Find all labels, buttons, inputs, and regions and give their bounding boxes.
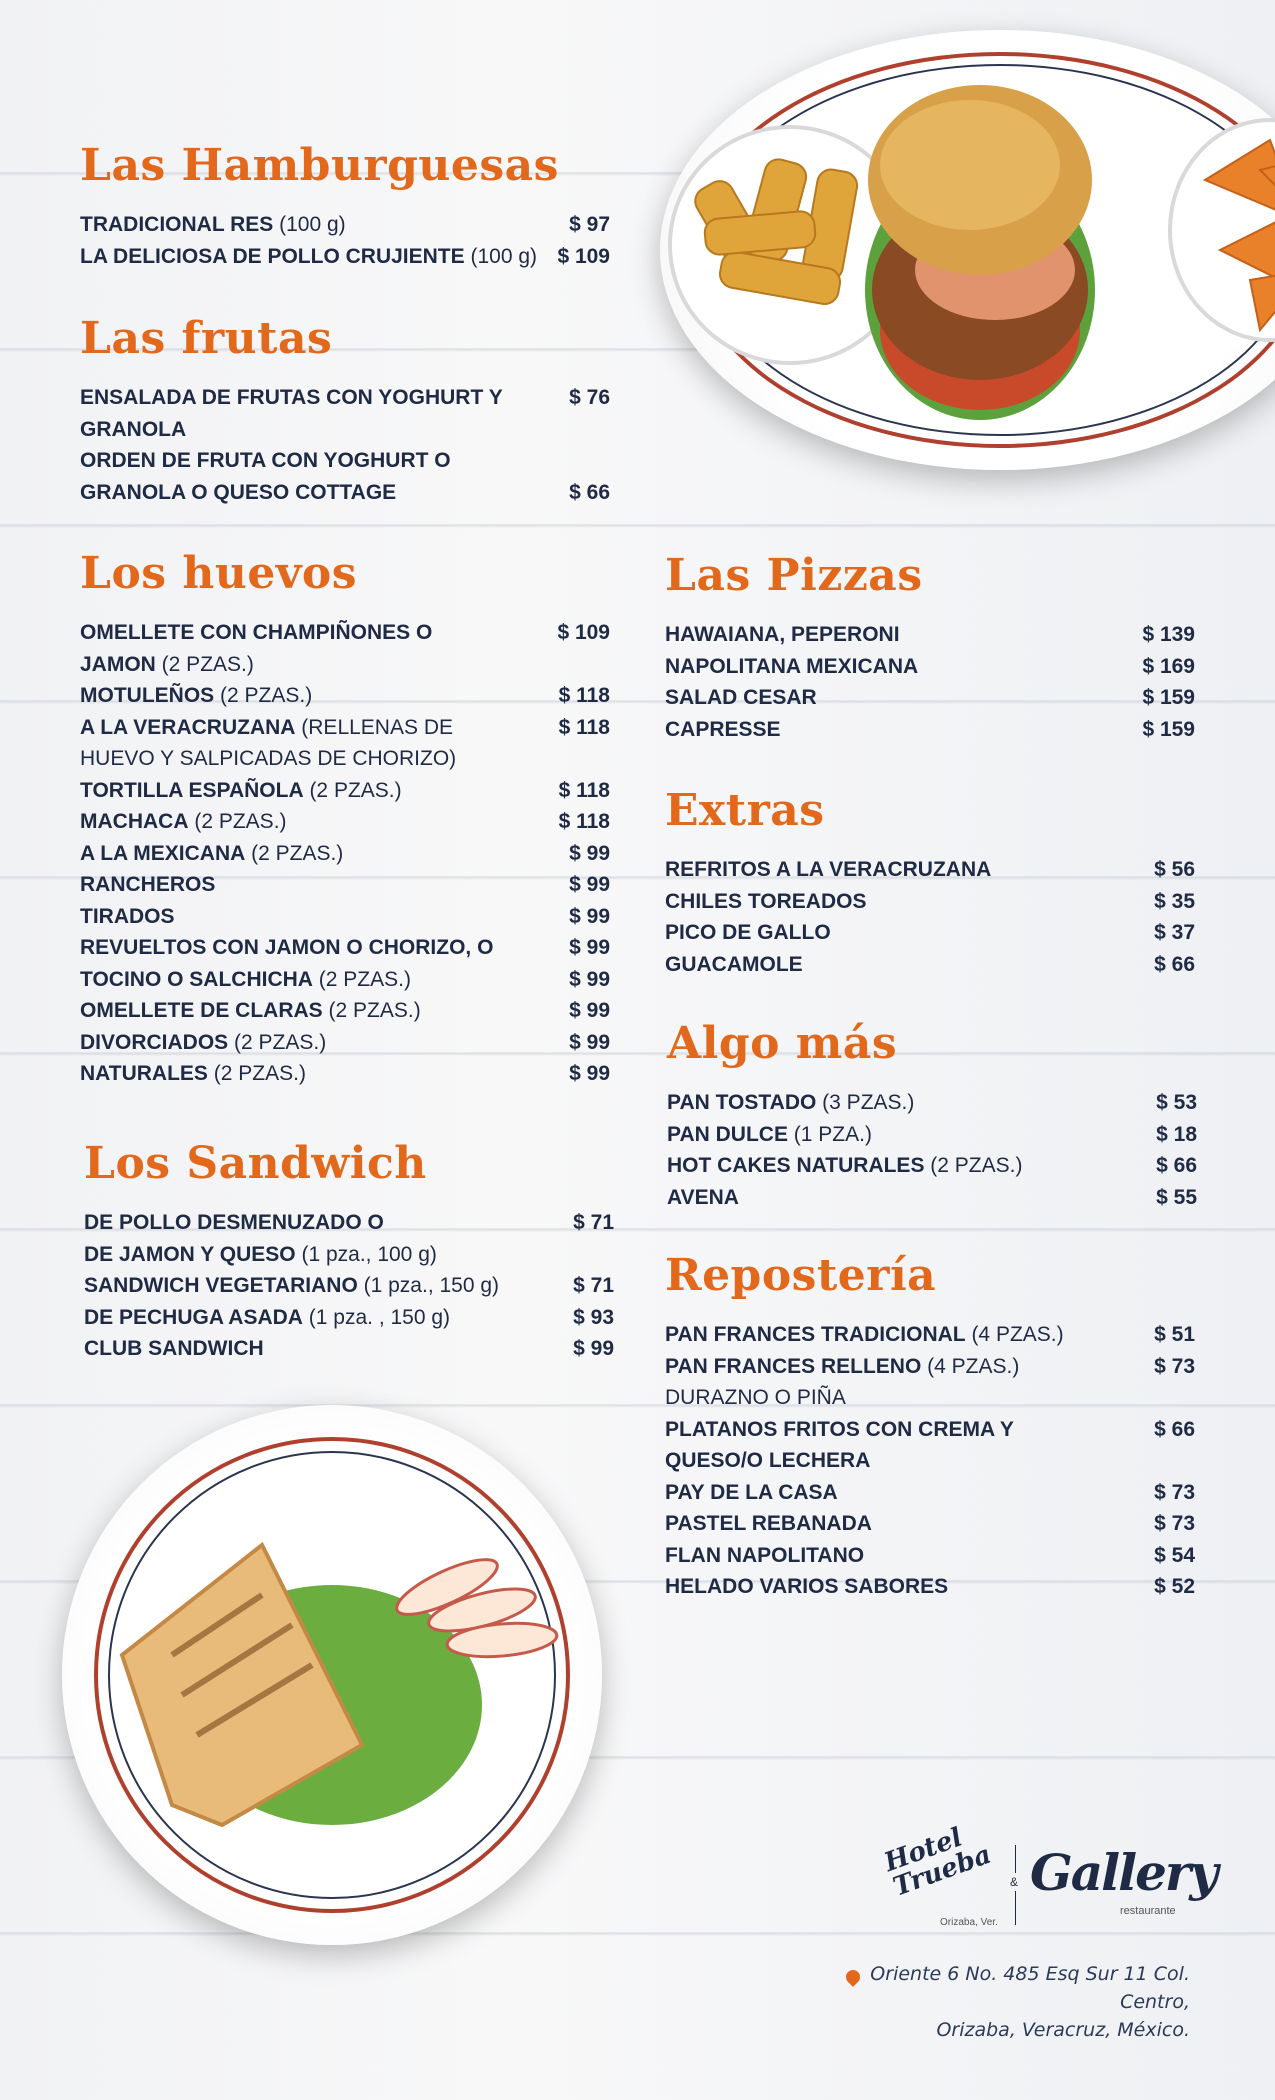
item-name: REVUELTOS CON JAMON O CHORIZO, O	[80, 936, 494, 959]
item-price: $ 54	[1154, 1543, 1195, 1567]
item-note: (2 PZAS.)	[207, 1062, 306, 1085]
location-pin-icon	[843, 1967, 863, 1987]
item-note: (2 PZAS.)	[214, 684, 313, 707]
item-name: CAPRESSE	[665, 717, 781, 741]
item-note: DURAZNO O PIÑA	[665, 1386, 846, 1409]
menu-item	[84, 1333, 614, 1365]
burger-illustration	[660, 30, 1275, 470]
sandwich-illustration	[62, 1405, 602, 1945]
item-note: (4 PZAS.)	[921, 1354, 1020, 1378]
item-note: (2 PZAS.)	[228, 1030, 327, 1054]
menu-item	[80, 775, 610, 807]
item-name: MACHACA	[80, 810, 189, 833]
item-name: A LA MEXICANA	[80, 841, 246, 865]
item-name: DIVORCIADOS	[80, 1030, 229, 1054]
item-price: $ 118	[558, 810, 610, 833]
menu-item	[80, 806, 610, 838]
reposteria-list	[665, 1319, 1195, 1603]
item-note: (2 PZAS.)	[245, 841, 344, 865]
item-name: OMELLETE DE CLARAS	[80, 999, 323, 1022]
item-name: PAN TOSTADO	[667, 1091, 817, 1114]
item-price: $ 118	[558, 715, 610, 739]
hamburguesas-heading: Las Hamburguesas	[80, 140, 559, 191]
menu-item	[80, 712, 610, 775]
frutas-section	[80, 313, 610, 508]
algo-mas-heading: Algo más	[667, 1018, 898, 1069]
sandwich-list	[84, 1207, 614, 1365]
item-name: NATURALES	[80, 1062, 208, 1085]
item-note: (3 PZAS.)	[816, 1091, 915, 1114]
huevos-section	[80, 548, 610, 1090]
menu-item	[665, 1571, 1195, 1603]
menu-item	[665, 1477, 1195, 1509]
reposteria-heading: Repostería	[665, 1250, 937, 1301]
item-price: $ 169	[1142, 654, 1195, 678]
item-price: $ 73	[1154, 1480, 1195, 1504]
item-name: HELADO VARIOS SABORES	[665, 1575, 949, 1598]
item-name: TIRADOS	[80, 904, 175, 928]
item-name: GUACAMOLE	[665, 952, 803, 976]
sandwich-heading: Los Sandwich	[84, 1138, 427, 1189]
item-note: (2 PZAS.)	[155, 652, 254, 676]
frutas-heading: Las frutas	[80, 313, 333, 364]
item-name: LA DELICIOSA DE POLLO CRUJIENTE	[80, 244, 465, 268]
item-name: REFRITOS A LA VERACRUZANA	[665, 858, 992, 881]
item-name: PLATANOS FRITOS CON CREMA Y QUESO/O LECHERA	[665, 1417, 1014, 1472]
address	[820, 1960, 1190, 2044]
item-name: TOCINO O SALCHICHA	[80, 967, 313, 991]
item-name: NAPOLITANA MEXICANA	[665, 654, 919, 678]
menu-item	[80, 1027, 610, 1059]
menu-item	[80, 241, 610, 273]
gallery-sub: restaurante	[1120, 1905, 1176, 1917]
item-name: ORDEN DE FRUTA CON YOGHURT O GRANOLA O QUESO COTTAGE	[80, 449, 451, 504]
item-price: $ 53	[1156, 1091, 1197, 1114]
item-name: RANCHEROS	[80, 873, 216, 896]
item-name: A LA VERACRUZANA	[80, 715, 296, 739]
item-price: $ 139	[1142, 623, 1195, 646]
item-price: $ 118	[558, 684, 610, 707]
item-name: PAN DULCE	[667, 1122, 788, 1146]
item-price: $ 99	[569, 1062, 610, 1085]
item-price: $ 99	[569, 936, 610, 959]
item-price: $ 99	[569, 1030, 610, 1054]
menu-item	[665, 651, 1195, 683]
item-name: SANDWICH VEGETARIANO	[84, 1274, 358, 1297]
algo-mas-list	[667, 1087, 1197, 1213]
menu-item	[80, 964, 610, 996]
ampersand: &	[1010, 1875, 1019, 1889]
item-note: (100 g)	[464, 244, 538, 268]
menu-item	[665, 949, 1195, 981]
item-price: $ 66	[569, 480, 610, 504]
item-price: $ 18	[1156, 1122, 1197, 1146]
address-line-2: Orizaba, Veracruz, México.	[936, 2019, 1190, 2041]
address-line-1: Oriente 6 No. 485 Esq Sur 11 Col. Centro,	[870, 1963, 1190, 2013]
menu-item	[665, 886, 1195, 918]
huevos-list	[80, 617, 610, 1090]
menu-item	[80, 617, 610, 680]
item-price: $ 99	[569, 967, 610, 991]
item-name: CLUB SANDWICH	[84, 1337, 264, 1360]
item-price: $ 66	[1154, 952, 1195, 976]
item-price: $ 66	[1156, 1154, 1197, 1177]
burger-plate-image	[660, 30, 1275, 470]
item-note: (1 PZA.)	[787, 1122, 872, 1146]
pizzas-heading: Las Pizzas	[665, 550, 923, 601]
hotel-trueba-sub: Orizaba, Ver.	[940, 1917, 998, 1928]
menu-item	[665, 1540, 1195, 1572]
item-price: $ 99	[573, 1337, 614, 1360]
item-price: $ 56	[1154, 858, 1195, 881]
menu-item	[667, 1087, 1197, 1119]
item-price: $ 93	[573, 1305, 614, 1329]
item-name: SALAD CESAR	[665, 686, 817, 709]
item-note: (2 PZAS.)	[322, 999, 421, 1022]
item-name: AVENA	[667, 1185, 739, 1209]
item-name: PAN FRANCES TRADICIONAL	[665, 1323, 966, 1346]
item-note: (2 PZAS.)	[924, 1154, 1023, 1177]
menu-item	[84, 1239, 614, 1271]
menu-item	[667, 1182, 1197, 1214]
menu-item	[667, 1119, 1197, 1151]
item-price: $ 99	[569, 904, 610, 928]
menu-item	[80, 901, 610, 933]
hamburguesas-section	[80, 140, 610, 272]
menu-item	[80, 445, 610, 508]
item-name: TRADICIONAL RES	[80, 213, 274, 236]
item-price: $ 97	[569, 213, 610, 236]
logos	[880, 1822, 1217, 1945]
item-price: $ 71	[573, 1211, 614, 1234]
menu-item	[667, 1150, 1197, 1182]
extras-heading: Extras	[665, 785, 825, 836]
item-name: DE PECHUGA ASADA	[84, 1305, 303, 1329]
item-note: (2 PZAS.)	[303, 778, 402, 802]
item-price: $ 76	[569, 386, 610, 409]
item-name: OMELLETE CON CHAMPIÑONES O JAMON	[80, 621, 433, 676]
menu-item	[665, 854, 1195, 886]
item-name: PAY DE LA CASA	[665, 1480, 838, 1504]
item-name: FLAN NAPOLITANO	[665, 1543, 865, 1567]
menu-item	[665, 1351, 1195, 1383]
item-price: $ 37	[1154, 921, 1195, 944]
sandwich-plate-image	[62, 1405, 602, 1945]
menu-item	[665, 1414, 1195, 1477]
item-note: (100 g)	[273, 213, 346, 236]
menu-item	[84, 1270, 614, 1302]
hotel-trueba-logo: Hotel Trueba	[880, 1822, 996, 1903]
item-note: (2 PZAS.)	[312, 967, 411, 991]
menu-item	[84, 1207, 614, 1239]
item-name: PICO DE GALLO	[665, 921, 831, 944]
item-name: DE JAMON Y QUESO	[84, 1242, 296, 1266]
menu-item	[665, 682, 1195, 714]
pizzas-section	[665, 550, 1195, 745]
menu-item	[80, 680, 610, 712]
item-note: (1 pza. , 150 g)	[302, 1305, 451, 1329]
menu-item	[665, 1319, 1195, 1351]
item-price: $ 52	[1154, 1575, 1195, 1598]
item-name: HOT CAKES NATURALES	[667, 1154, 925, 1177]
item-price: $ 73	[1154, 1512, 1195, 1535]
menu-item	[80, 1058, 610, 1090]
item-note: (4 PZAS.)	[965, 1323, 1064, 1346]
item-price: $ 66	[1154, 1417, 1195, 1441]
item-name: DE POLLO DESMENUZADO O	[84, 1211, 384, 1234]
item-price: $ 73	[1154, 1354, 1195, 1378]
item-note: (RELLENAS DE HUEVO Y SALPICADAS DE CHORIZO)	[80, 715, 457, 770]
menu-item	[80, 869, 610, 901]
gallery-logo: Gallery	[1030, 1843, 1217, 1902]
item-name: PASTEL REBANADA	[665, 1512, 872, 1535]
item-price: $ 71	[573, 1274, 614, 1297]
item-price: $ 109	[557, 244, 610, 268]
item-note: (2 PZAS.)	[188, 810, 287, 833]
menu-item	[80, 382, 610, 445]
extras-list	[665, 854, 1195, 980]
item-price: $ 51	[1154, 1323, 1195, 1346]
menu-item	[80, 838, 610, 870]
menu-item	[665, 917, 1195, 949]
item-name: CHILES TOREADOS	[665, 889, 867, 913]
item-name: PAN FRANCES RELLENO	[665, 1354, 922, 1378]
menu-item	[80, 995, 610, 1027]
menu-item	[84, 1302, 614, 1334]
pizzas-list	[665, 619, 1195, 745]
item-price: $ 99	[569, 999, 610, 1022]
item-price: $ 159	[1142, 686, 1195, 709]
item-price: $ 35	[1154, 889, 1195, 913]
item-name: TORTILLA ESPAÑOLA	[80, 778, 304, 802]
menu-item	[665, 1382, 1195, 1414]
huevos-heading: Los huevos	[80, 548, 358, 599]
algo-mas-section	[667, 1018, 1197, 1213]
reposteria-section	[665, 1250, 1195, 1603]
item-price: $ 99	[569, 841, 610, 865]
menu-item	[665, 619, 1195, 651]
extras-section	[665, 785, 1195, 980]
menu-item	[665, 714, 1195, 746]
item-price: $ 118	[558, 778, 610, 802]
menu-item	[665, 1508, 1195, 1540]
menu-item	[80, 209, 610, 241]
item-name: HAWAIANA, PEPERONI	[665, 623, 900, 646]
item-price: $ 159	[1142, 717, 1195, 741]
item-price: $ 99	[569, 873, 610, 896]
item-price: $ 109	[557, 621, 610, 644]
item-note: (1 pza., 100 g)	[295, 1242, 437, 1266]
sandwich-section	[84, 1138, 614, 1365]
item-name: ENSALADA DE FRUTAS CON YOGHURT Y GRANOLA	[80, 386, 503, 441]
item-price: $ 55	[1156, 1185, 1197, 1209]
item-name: MOTULEÑOS	[80, 684, 215, 707]
item-note: (1 pza., 150 g)	[357, 1274, 500, 1297]
menu-item	[80, 932, 610, 964]
